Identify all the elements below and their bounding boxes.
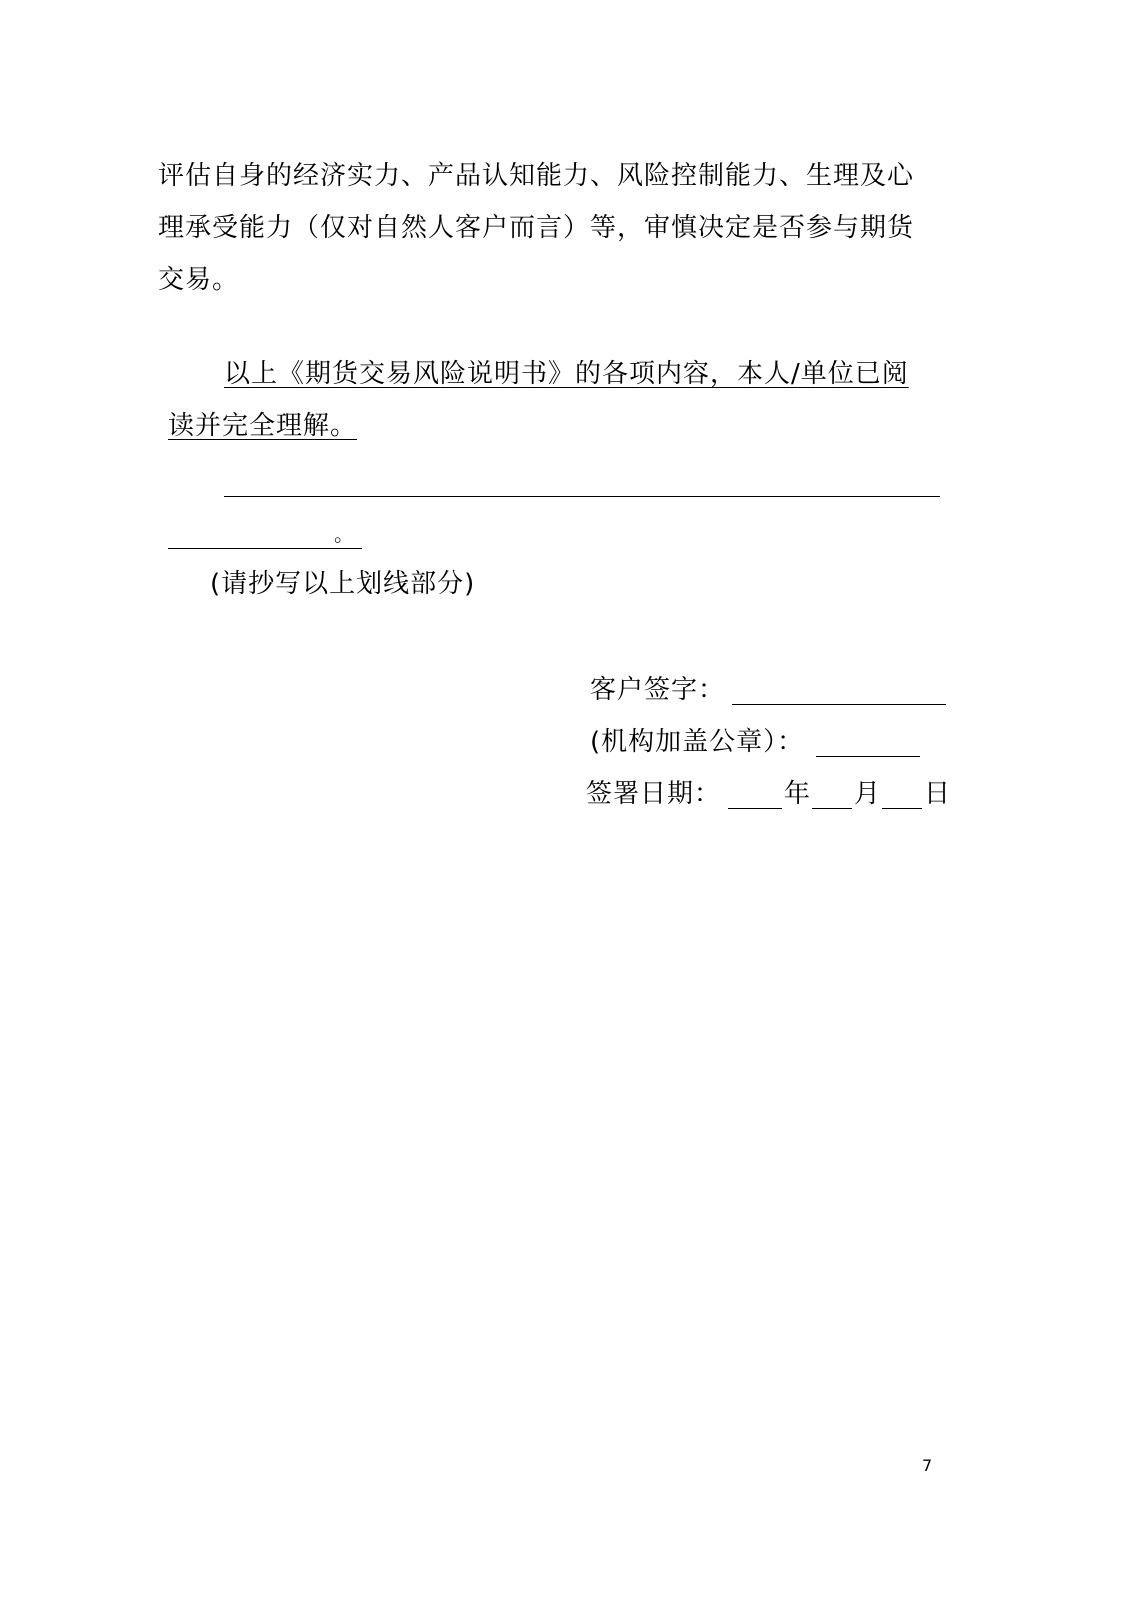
date-day-field[interactable] [882,808,922,809]
page-number: 7 [922,1456,933,1475]
body-line-2: 理承受能力（仅对自然人客户而言）等，审慎决定是否参与期货 [158,213,915,243]
client-signature-label: 客户签字： [590,675,726,705]
copy-line-2[interactable] [168,548,362,549]
declaration-line-2: 读并完全理解。 [168,411,358,441]
copy-line-1[interactable] [224,496,940,497]
date-month-label: 月 [854,779,882,809]
seal-label: (机构加盖公章）： [590,727,805,757]
date-label: 签署日期： [586,779,722,809]
date-year-label: 年 [784,779,812,809]
date-year-field[interactable] [728,808,782,809]
date-day-label: 日 [924,779,952,809]
copy-end-mark: 。 [334,522,355,546]
body-line-3: 交易。 [158,265,240,295]
seal-field[interactable] [816,756,920,757]
body-line-1: 评估自身的经济实力、产品认知能力、风险控制能力、生理及心 [158,161,915,191]
client-signature-field[interactable] [732,704,946,705]
copy-instruction: (请抄写以上划线部分) [210,569,476,599]
date-month-field[interactable] [812,808,852,809]
declaration-line-1: 以上《期货交易风险说明书》的各项内容，本人/单位已阅 [224,359,909,389]
